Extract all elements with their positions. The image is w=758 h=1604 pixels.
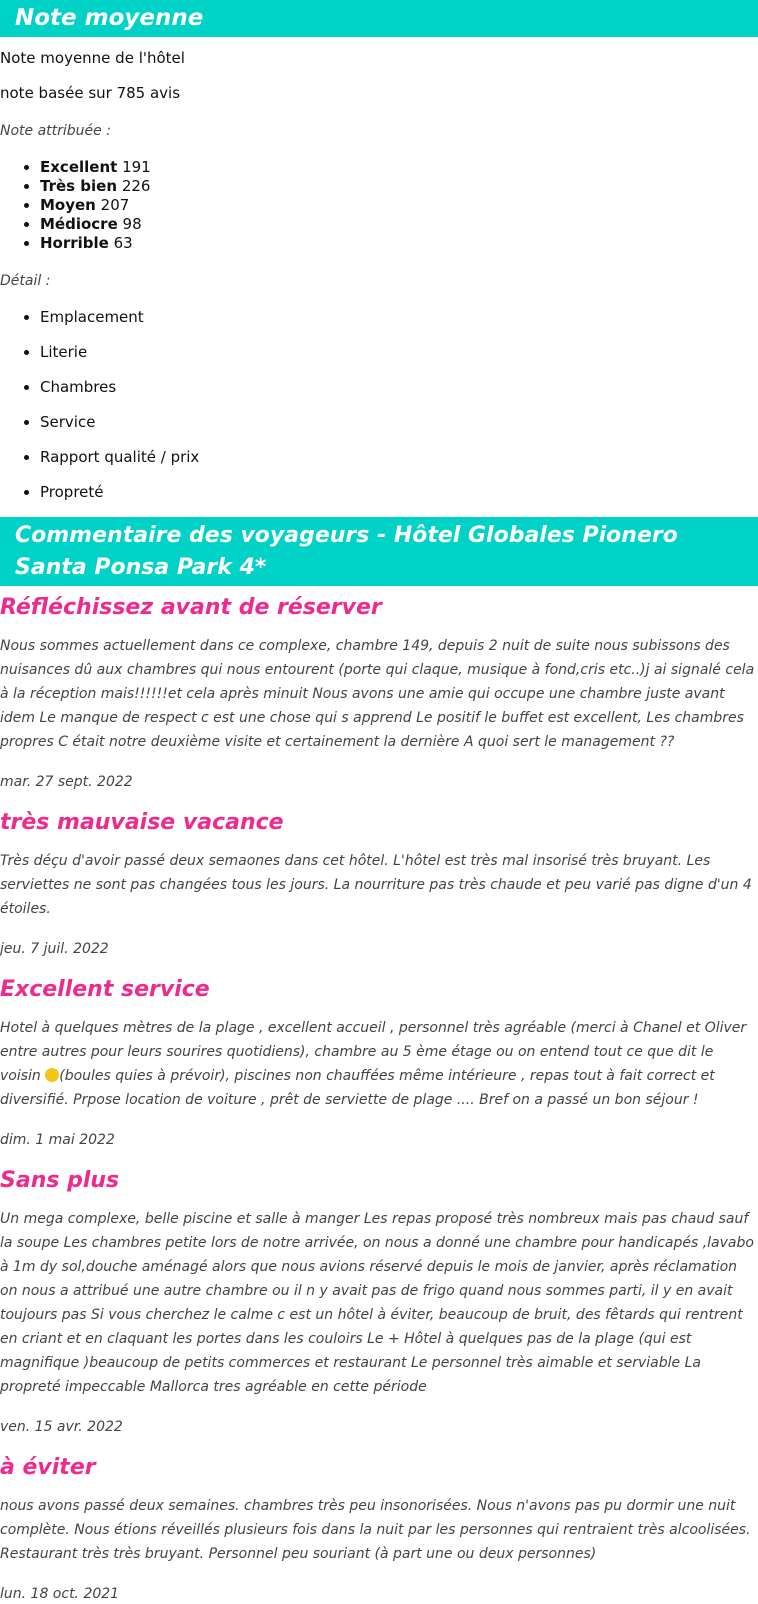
review-title: Réfléchissez avant de réserver xyxy=(0,595,382,620)
detail-label: Détail : xyxy=(0,273,51,289)
rating-count: 226 xyxy=(121,177,151,195)
detail-item-rapport-qualite-prix: • Rapport qualité / prix xyxy=(40,447,758,467)
rating-count: 63 xyxy=(113,234,133,252)
rating-horrible xyxy=(40,234,758,253)
detail-item-literie: • Literie xyxy=(40,342,758,362)
rating-moyen xyxy=(40,196,758,215)
review-body xyxy=(0,1016,758,1112)
review-body: Nous sommes actuellement dans ce complexe, chambre 149, depuis 2 nuit de suite nous subissons des nuisances dû aux chambres qui nous entourent (porte qui claque, musique à fond,cris etc..)j ai signalé cela à la réception mais!!!!!!et cela après minuit Nous avons une amie qui occupe une chambre juste avant idem Le manque de respect c est une chose qui s apprend Le positif le buffet est excellent, Les chambres propres C était notre deuxième visite et certainement la dernière A quoi sert le management ?? xyxy=(0,638,755,750)
review-body: nous avons passé deux semaines. chambres très peu insonorisées. Nous n'avons pas pu dormir une nuit complète. Nous étions réveillés plusieurs fois dans la nuit par les personnes qui rentraient très alcoolisées. Restaurant très très bruyant. Personnel peu souriant (à part une ou deux personnes) xyxy=(0,1498,751,1562)
rating-section-title: Note moyenne xyxy=(0,0,758,37)
rating-tres-bien xyxy=(40,177,758,196)
rating-label: Moyen xyxy=(40,196,96,214)
review xyxy=(0,810,758,959)
review-body: Très déçu d'avoir passé deux semaones dans cet hôtel. L'hôtel est très mal insorisé très bruyant. Les serviettes ne sont pas changées tous les jours. La nourriture pas très chaude et peu varié pas digne d'un 4 étoiles. xyxy=(0,853,752,917)
review-title: à éviter xyxy=(0,1455,96,1480)
detail-item-service: • Service xyxy=(40,412,758,432)
grimace-emoji-icon xyxy=(45,1068,59,1082)
review-body-part: Hotel à quelques mètres de la plage , excellent accueil , personnel très agréable (merci à Chanel et Oliver entre autres pour leurs sourires quotidiens), chambre au 5 ème étage ou on entend tout ce que dit le voisin xyxy=(0,1020,747,1084)
review-title: très mauvaise vacance xyxy=(0,810,284,835)
rating-count: 207 xyxy=(100,196,130,214)
review xyxy=(0,1168,758,1437)
review xyxy=(0,595,758,792)
rating-count: 98 xyxy=(122,215,142,233)
attributed-label: Note attribuée : xyxy=(0,123,111,139)
rating-breakdown-list xyxy=(0,158,758,253)
rating-mediocre xyxy=(40,215,758,234)
rating-label: Horrible xyxy=(40,234,109,252)
reviews-section-title: Commentaire des voyageurs - Hôtel Globales Pionero Santa Ponsa Park 4* xyxy=(0,517,758,586)
review-title: Sans plus xyxy=(0,1168,120,1193)
rating-label: Très bien xyxy=(40,177,118,195)
rating-label: Excellent xyxy=(40,158,118,176)
review-date: ven. 15 avr. 2022 xyxy=(0,1419,123,1435)
detail-item-chambres: • Chambres xyxy=(40,377,758,397)
detail-item-proprete: • Propreté xyxy=(40,482,758,502)
rating-label: Médiocre xyxy=(40,215,118,233)
detail-item-emplacement: • Emplacement xyxy=(40,307,758,327)
review-title: Excellent service xyxy=(0,977,210,1002)
review xyxy=(0,1455,758,1604)
rating-count: 191 xyxy=(122,158,151,176)
rating-excellent xyxy=(40,158,758,177)
hotel-rating-label: Note moyenne de l'hôtel xyxy=(0,49,185,67)
review-date: jeu. 7 juil. 2022 xyxy=(0,941,109,957)
review xyxy=(0,977,758,1150)
review-date: lun. 18 oct. 2021 xyxy=(0,1586,120,1602)
review-body-part: (boules quies à prévoir), piscines non chauffées même intérieure , repas tout à fait correct et diversifié. Prpose location de voiture , prêt de serviette de plage .... Bref on a passé un bon séjour ! xyxy=(0,1068,715,1108)
review-date: mar. 27 sept. 2022 xyxy=(0,774,133,790)
review-count: note basée sur 785 avis xyxy=(0,84,181,102)
review-body: Un mega complexe, belle piscine et salle à manger Les repas proposé très nombreux mais pas chaud sauf la soupe Les chambres petite lors de notre arrivée, on nous a donné une chambre pour handicapés ,lavabo à 1m dy sol,douche aménagé alors que nous avions réservé depuis le mois de janvier, après réclamation on nous a attribué une autre chambre ou il n y avait pas de frigo quand nous sommes parti, il y en avait toujours pas Si vous cherchez le calme c est un hôtel à éviter, beaucoup de bruit, des fêtards qui rentrent en criant et en claquant les portes dans les couloirs Le + Hôtel à quelques pas de la plage (qui est magnifique )beaucoup de petits commerces et restaurant Le personnel très aimable et serviable La propreté impeccable Mallorca tres agréable en cette période xyxy=(0,1211,754,1395)
detail-list xyxy=(0,307,758,502)
review-date: dim. 1 mai 2022 xyxy=(0,1132,115,1148)
